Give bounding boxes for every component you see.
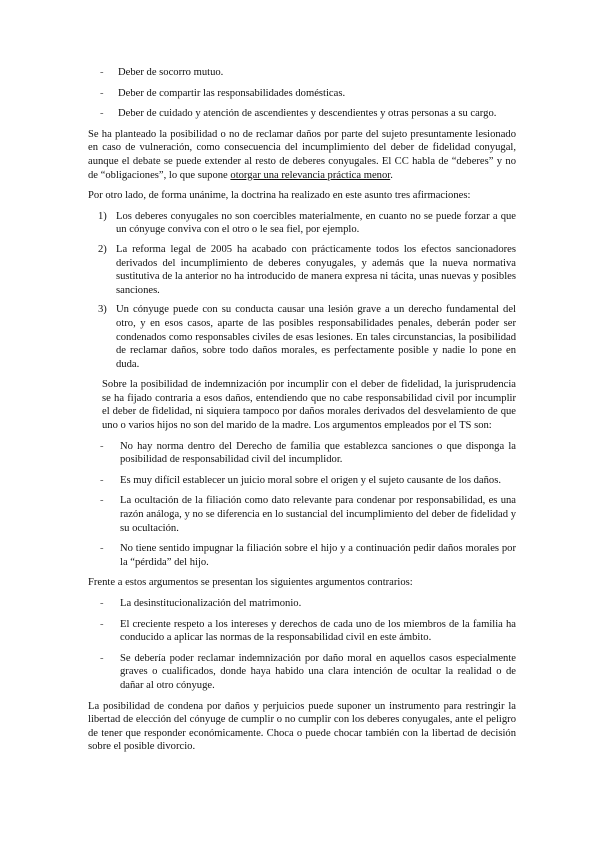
list-item: - Es muy difícil establecer un juicio moral sobre el origen y el sujeto causante de los daños. <box>88 474 516 488</box>
list-item: - Se debería poder reclamar indemnización por daño moral en aquellos casos especialmente graves o cualificados, donde haya habido una clara intención de ocultar la realidad o de dañar al otro cónyuge. <box>88 652 516 693</box>
list-item: - No tiene sentido impugnar la filiación sobre el hijo y a continuación pedir daños morales por la “pérdida” del hijo. <box>88 542 516 569</box>
list-item: 3) Un cónyuge puede con su conducta causar una lesión grave a un derecho fundamental del otro, y en esos casos, aparte de las posibles responsabilidades penales, deberán poder ser condenados como responsables civiles de esas lesiones. En tales circunstancias, la posibilidad de reclamar daños, sobre todo daños morales, es perfectamente posible y nadie lo pone en duda. <box>98 304 516 370</box>
underlined-phrase: otorgar una relevancia práctica menor <box>230 169 391 181</box>
list-item: 1) Los deberes conyugales no son coercibles materialmente, en cuanto no se puede forzar a que un cónyuge conviva con el otro o le sea fiel, por ejemplo. <box>98 210 516 236</box>
paragraph-counterarguments: Frente a estos argumentos se presentan los siguientes argumentos contrarios: <box>88 577 413 589</box>
list-item: - La ocultación de la filiación como dato relevante para condenar por responsabilidad, es una razón análoga, y no se diferencia en lo sustancial del incumplimiento del deber de fidelidad y su ocultación. <box>88 494 516 535</box>
paragraph-conclusion: La posibilidad de condena por daños y perjuicios puede suponer un instrumento para restringir la libertad de elección del cónyuge de cumplir o no cumplir con los deberes conyugales, ante el peligro de tener que responder económicamente. Choca o puede chocar también con la libertad de decisión sobre el posible divorcio. <box>88 700 516 753</box>
document-page <box>88 66 516 761</box>
list-item: - Deber de cuidado y atención de ascendientes y descendientes y otras personas a su cargo. <box>88 107 516 121</box>
contrary-arguments-list <box>88 597 516 693</box>
duties-list <box>88 66 516 121</box>
list-item: - La desinstitucionalización del matrimonio. <box>88 597 516 611</box>
list-item: - El creciente respeto a los intereses y derechos de cada uno de los miembros de la familia ha conducido a aplicar las normas de la responsabilidad civil en este ámbito. <box>88 618 516 645</box>
paragraph-jurisprudence: Sobre la posibilidad de indemnización por incumplir con el deber de fidelidad, la jurisprudencia se ha fijado contraria a esos daños, entendiendo que no cabe responsabilidad civil por incumplir el deber de fidelidad, ni siquiera tampoco por daños morales derivados del desvelamiento de que uno o varios hijos no son del marido de la madre. Los argumentos empleados por el TS son: <box>102 379 516 432</box>
list-item: - Deber de compartir las responsabilidades domésticas. <box>88 87 516 101</box>
list-item: 2) La reforma legal de 2005 ha acabado con prácticamente todos los efectos sancionadores derivados del incumplimiento de deberes conyugales, y además que la nueva normativa sustitutiva de la anterior no ha introducido de manera expresa ni tácita, unas nuevas y posibles sanciones. <box>98 243 516 296</box>
ts-arguments-list <box>88 440 516 570</box>
list-item: - No hay norma dentro del Derecho de familia que establezca sanciones o que disponga la posibilidad de responsabilidad civil del incumplidor. <box>88 440 516 467</box>
paragraph-damages-claim: Se ha planteado la posibilidad o no de reclamar daños por parte del sujeto presuntamente lesionado en caso de vulneración, como consecuencia del incumplimiento del deber de fidelidad conyugal, aunque el debate se puede extender al resto de deberes conyugales. El CC habla de “deberes” y no de “obligaciones”, lo que supone otorgar una relevancia práctica menor. <box>88 128 516 181</box>
doctrine-affirmations-list <box>88 210 516 372</box>
paragraph-doctrine: Por otro lado, de forma unánime, la doctrina ha realizado en este asunto tres afirmaciones: <box>88 190 471 202</box>
list-item: - Deber de socorro mutuo. <box>88 66 516 80</box>
